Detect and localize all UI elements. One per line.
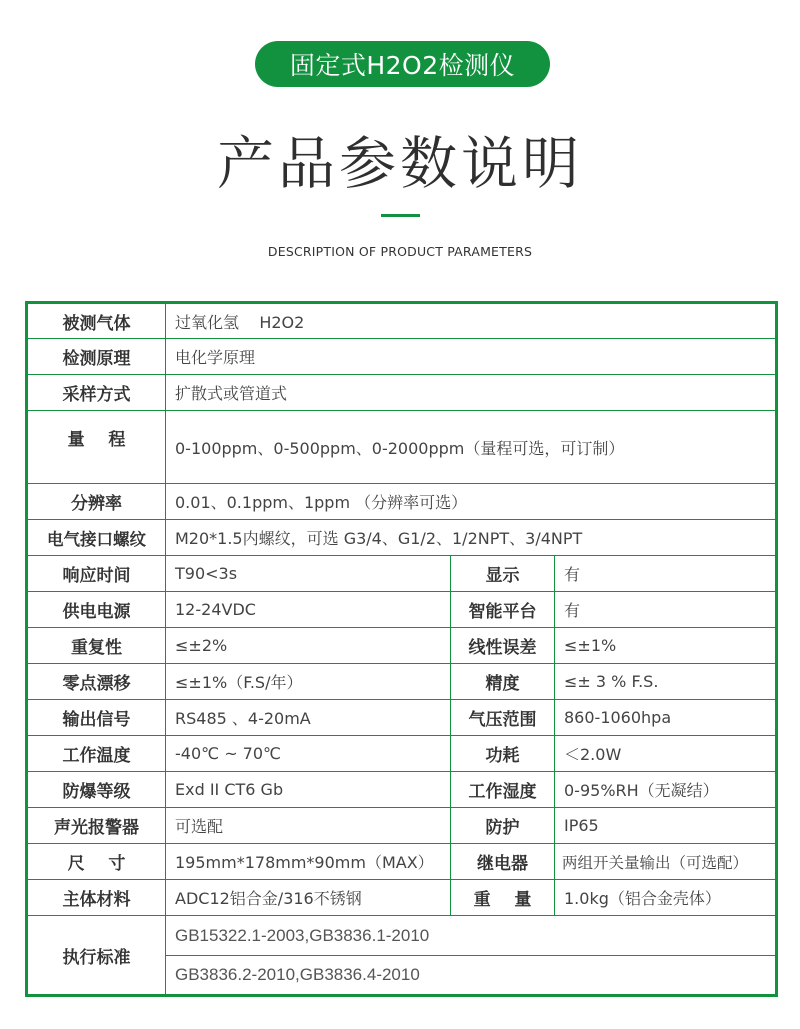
spec-label: 功耗 [451, 736, 555, 772]
spec-label: 精度 [451, 664, 555, 700]
spec-label: 工作湿度 [451, 772, 555, 808]
spec-value: IP65 [555, 808, 777, 844]
spec-value: ≤±2% [166, 628, 451, 664]
spec-value: -40℃ ~ 70℃ [166, 736, 451, 772]
spec-label: 防护 [451, 808, 555, 844]
spec-label: 输出信号 [27, 700, 166, 736]
spec-label: 分辨率 [27, 484, 166, 520]
spec-value: 0.01、0.1ppm、1ppm （分辨率可选） [166, 484, 777, 520]
spec-value: RS485 、4-20mA [166, 700, 451, 736]
spec-label: 尺 寸 [27, 844, 166, 880]
spec-label: 声光报警器 [27, 808, 166, 844]
spec-value: ＜2.0W [555, 736, 777, 772]
spec-label: 继电器 [451, 844, 555, 880]
title-divider [381, 214, 420, 217]
spec-value: Exd II CT6 Gb [166, 772, 451, 808]
spec-label: 显示 [451, 556, 555, 592]
table-row [27, 808, 777, 844]
product-name: 固定式H2O2检测仪 [289, 51, 516, 80]
spec-label: 工作温度 [27, 736, 166, 772]
spec-value: 有 [555, 556, 777, 592]
table-row [27, 520, 777, 556]
spec-value: 12-24VDC [166, 592, 451, 628]
table-row [27, 556, 777, 592]
page-subtitle: DESCRIPTION OF PRODUCT PARAMETERS [267, 244, 533, 259]
spec-label: 响应时间 [27, 556, 166, 592]
spec-value: 0-100ppm、0-500ppm、0-2000ppm（量程可选，可订制） [166, 411, 777, 484]
spec-value: ≤±1%（F.S/年） [166, 664, 451, 700]
spec-value: 1.0kg（铝合金壳体） [555, 880, 777, 916]
spec-value: 电化学原理 [166, 339, 777, 375]
table-row [27, 411, 777, 484]
standard-line: GB3836.2-2010,GB3836.4-2010 [166, 956, 777, 996]
spec-label: 防爆等级 [27, 772, 166, 808]
spec-label: 线性误差 [451, 628, 555, 664]
table-row [27, 664, 777, 700]
spec-label: 零点漂移 [27, 664, 166, 700]
spec-table [25, 301, 778, 997]
spec-label: 重 量 [451, 880, 555, 916]
spec-label: 智能平台 [451, 592, 555, 628]
table-row [27, 339, 777, 375]
spec-label: 供电电源 [27, 592, 166, 628]
table-row [27, 592, 777, 628]
spec-value: T90<3s [166, 556, 451, 592]
table-row [27, 844, 777, 880]
table-row [27, 772, 777, 808]
table-row [27, 736, 777, 772]
table-row [27, 484, 777, 520]
spec-label-text: 量 程 [67, 429, 126, 450]
table-row [27, 628, 777, 664]
table-row [27, 916, 777, 956]
spec-value: 过氧化氢 H2O2 [166, 303, 777, 339]
product-name-badge [255, 41, 550, 87]
spec-value: 0-95%RH（无凝结） [555, 772, 777, 808]
spec-label: 采样方式 [27, 375, 166, 411]
spec-value: 可选配 [166, 808, 451, 844]
spec-label: 重复性 [27, 628, 166, 664]
spec-value: 有 [555, 592, 777, 628]
spec-value: 860-1060hpa [555, 700, 777, 736]
spec-value: ≤±1% [555, 628, 777, 664]
spec-label [27, 411, 166, 484]
page-title: 产品参数说明 [217, 131, 583, 197]
spec-label: 气压范围 [451, 700, 555, 736]
spec-value: M20*1.5内螺纹，可选 G3/4、G1/2、1/2NPT、3/4NPT [166, 520, 777, 556]
spec-label: 主体材料 [27, 880, 166, 916]
spec-label: 电气接口螺纹 [27, 520, 166, 556]
spec-value: 195mm*178mm*90mm（MAX） [166, 844, 451, 880]
spec-label: 被测气体 [27, 303, 166, 339]
spec-value: ≤± 3 % F.S. [555, 664, 777, 700]
table-row [27, 303, 777, 339]
spec-label: 检测原理 [27, 339, 166, 375]
table-row [27, 375, 777, 411]
spec-label: 执行标准 [27, 916, 166, 996]
spec-value: 两组开关量输出（可选配） [555, 844, 777, 880]
table-row [27, 700, 777, 736]
table-row [27, 880, 777, 916]
spec-value: 扩散式或管道式 [166, 375, 777, 411]
spec-value: ADC12铝合金/316不锈钢 [166, 880, 451, 916]
standard-line: GB15322.1-2003,GB3836.1-2010 [166, 916, 777, 956]
